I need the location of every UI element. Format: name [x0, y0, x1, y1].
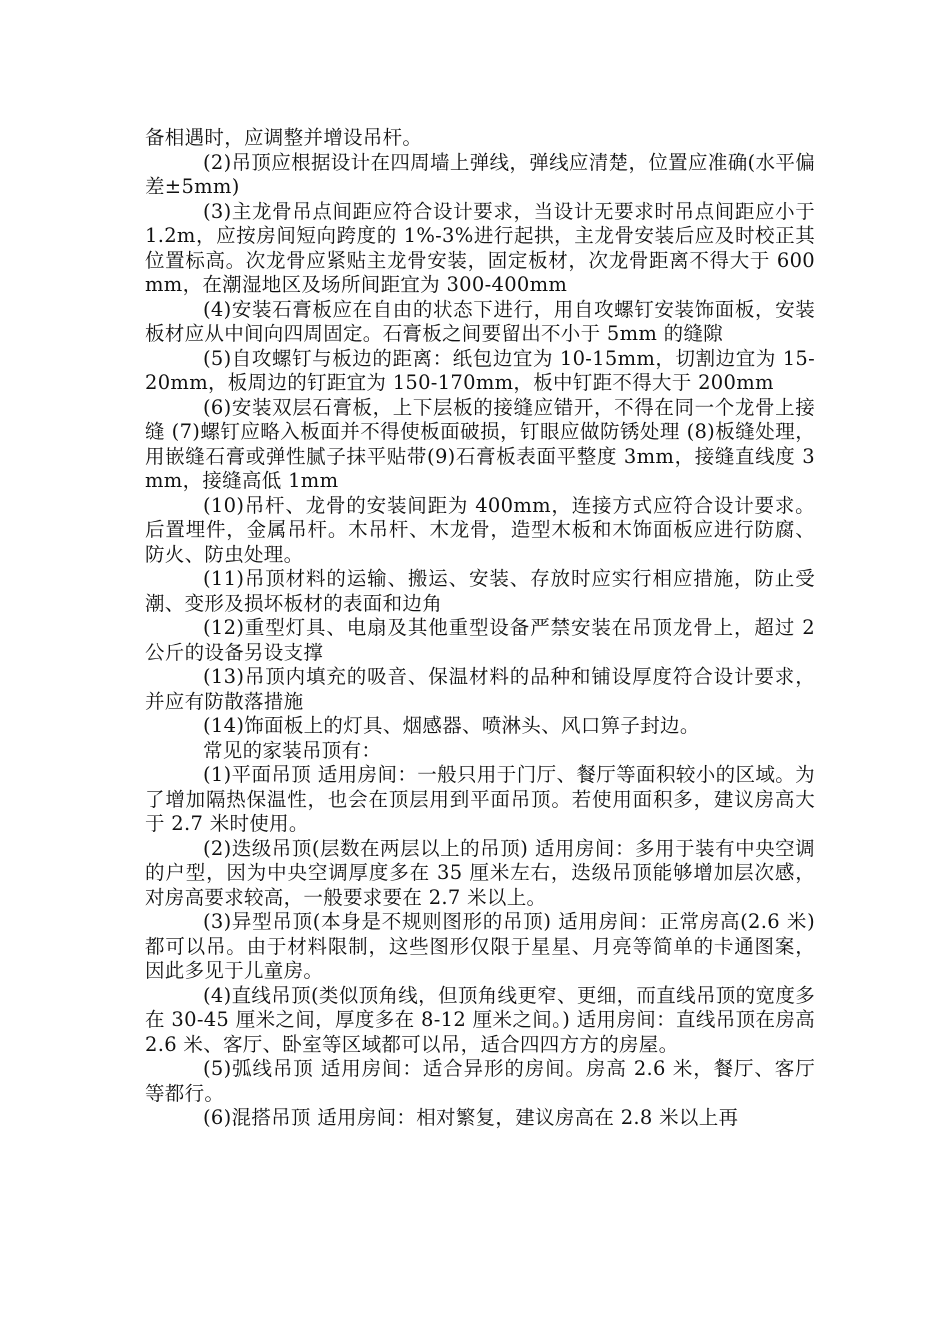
paragraph-item-6-9: (6)安装双层石膏板，上下层板的接缝应错开，不得在同一个龙骨上接缝 (7)螺钉应略入板面并不得使板面破损，钉眼应做防锈处理 (8)板缝处理，用嵌缝石膏或弹性腻子抹平贴带(9)石膏板表面平整度 3mm，接缝直线度 3mm，接缝高低 1mm [145, 395, 815, 492]
paragraph-item-14: (14)饰面板上的灯具、烟感器、喷淋头、风口箅子封边。 [203, 714, 700, 737]
paragraph-tiered-ceiling: (2)迭级吊顶(层数在两层以上的吊顶) 适用房间：多用于装有中央空调的户型，因为中央空调厚度多在 35 厘米左右，迭级吊顶能够增加层次感，对房高要求较高，一般要求要在 2.7 米以上。 [145, 836, 815, 909]
paragraph-flat-ceiling: (1)平面吊顶 适用房间：一般只用于门厅、餐厅等面积较小的区域。为了增加隔热保温性，也会在顶层用到平面吊顶。若使用面积多，建议房高大于 2.7 米时使用。 [145, 763, 815, 835]
paragraph-linear-ceiling: (4)直线吊顶(类似顶角线，但顶角线更窄、更细，而直线吊顶的宽度多在 30-45 厘米之间，厚度多在 8-12 厘米之间。) 适用房间：直线吊顶在房高 2.6 米、客厅、卧室等区域都可以吊，适合四四方方的房屋。 [145, 983, 815, 1056]
paragraph-item-2: (2)吊顶应根据设计在四周墙上弹线，弹线应清楚，位置应准确(水平偏差±5mm) [145, 150, 815, 198]
paragraph-item-5: (5)自攻螺钉与板边的距离：纸包边宜为 10-15mm，切割边宜为 15-20mm，板周边的钉距宜为 150-170mm，板中钉距不得大于 200mm [145, 346, 815, 394]
section-heading-common-ceilings: 常见的家装吊顶有： [203, 738, 382, 762]
paragraph-continuation: 备相遇时，应调整并增设吊杆。 [145, 126, 423, 149]
paragraph-item-4: (4)安装石膏板应在自由的状态下进行，用自攻螺钉安装饰面板，安装板材应从中间向四周固定。石膏板之间要留出不小于 5mm 的缝隙 [145, 297, 815, 345]
paragraph-item-3: (3)主龙骨吊点间距应符合设计要求，当设计无要求时吊点间距应小于 1.2m，应按房间短向跨度的 1%-3%进行起拱，主龙骨安装后应及时校正其位置标高。次龙骨应紧贴主龙骨安装，固定板材，次龙骨距离不得大于 600mm，在潮湿地区及场所间距宜为 300-400mm [145, 199, 815, 296]
document-body [145, 126, 815, 1131]
paragraph-irregular-ceiling: (3)异型吊顶(本身是不规则图形的吊顶) 适用房间：正常房高(2.6 米)都可以吊。由于材料限制，这些图形仅限于星星、月亮等简单的卡通图案，因此多见于儿童房。 [145, 910, 815, 982]
paragraph-item-12: (12)重型灯具、电扇及其他重型设备严禁安装在吊顶龙骨上，超过 2 公斤的设备另设支撑 [145, 616, 815, 664]
paragraph-item-11: (11)吊顶材料的运输、搬运、安装、存放时应实行相应措施，防止受潮、变形及损坏板材的表面和边角 [145, 567, 815, 615]
paragraph-item-10: (10)吊杆、龙骨的安装间距为 400mm，连接方式应符合设计要求。后置埋件，金属吊杆。木吊杆、木龙骨，造型木板和木饰面板应进行防腐、防火、防虫处理。 [145, 493, 815, 566]
paragraph-mixed-ceiling: (6)混搭吊顶 适用房间：相对繁复，建议房高在 2.8 米以上再 [203, 1106, 739, 1129]
paragraph-curved-ceiling: (5)弧线吊顶 适用房间：适合异形的房间。房高 2.6 米，餐厅、客厅等都行。 [145, 1057, 815, 1105]
paragraph-item-13: (13)吊顶内填充的吸音、保温材料的品种和铺设厚度符合设计要求，并应有防散落措施 [145, 665, 815, 713]
